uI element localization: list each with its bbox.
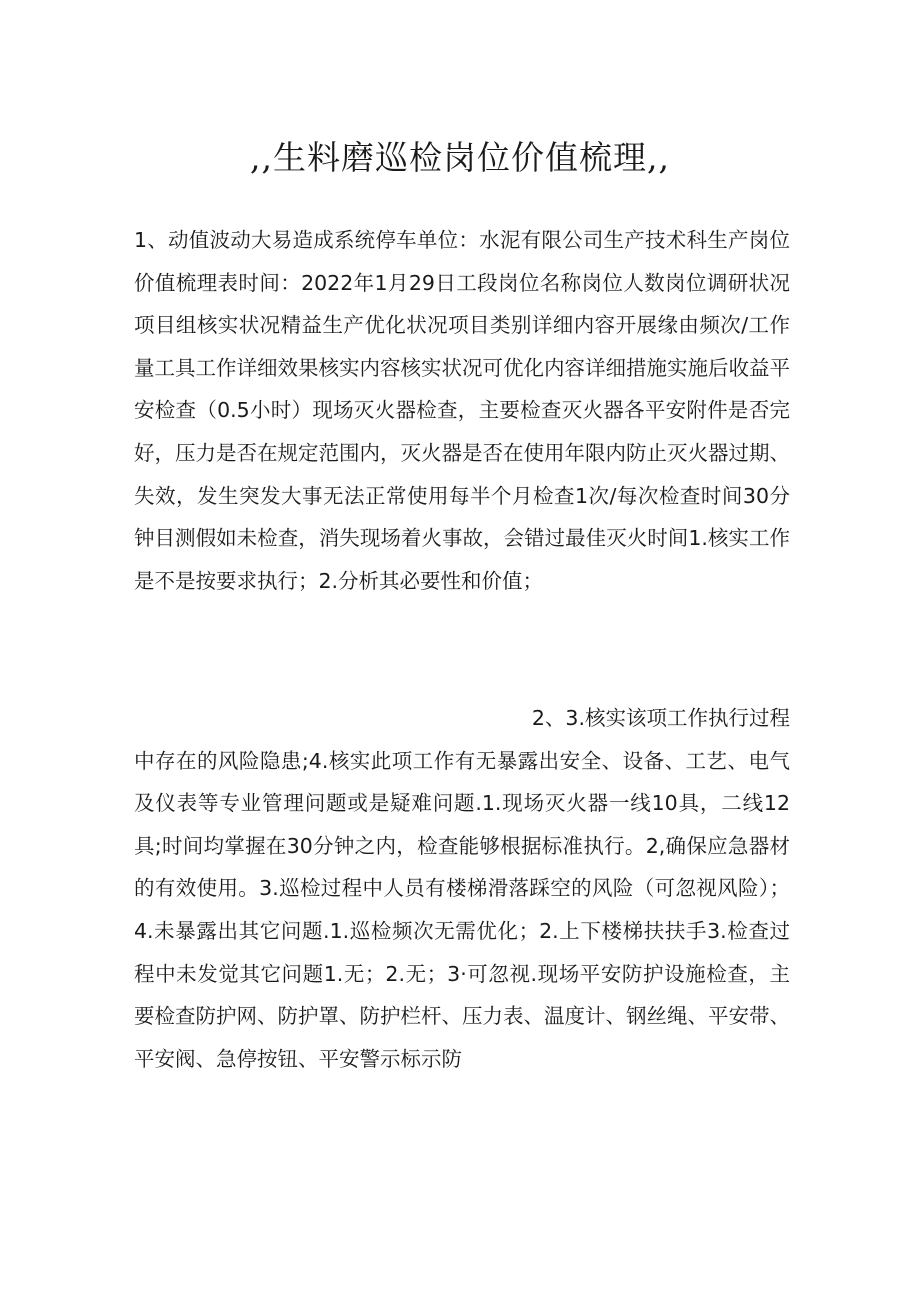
paragraph-2: [134, 697, 790, 1080]
document-title: ,,生料磨巡检岗位价值梳理,,: [250, 138, 670, 177]
paragraph-2-body: 中存在的风险隐患;4.核实此项工作有无暴露出安全、设备、工艺、电气及仪表等专业管理问题或是疑难问题.1.现场灭火器一线10具，二线12具;时间均掌握在30分钟之内，检查能够根据标准执行。2,确保应急器材的有效使用。3.巡检过程中人员有楼梯滑落踩空的风险（可忽视风险）；4.未暴露出其它问题.1.巡检频次无需优化；2.上下楼梯扶扶手3.检查过程中未发觉其它问题1.无；2.无；3·可忽视.现场平安防护设施检查，主要检查防护网、防护罩、防护栏杆、压力表、温度计、钢丝绳、平安带、平安阀、急停按钮、平安警示标示防: [134, 748, 790, 1071]
paragraph-2-head: 2、3.核实该项工作执行过程: [531, 706, 790, 730]
paragraph-1: 1、动值波动大易造成系统停车单位：水泥有限公司生产技术科生产岗位价值梳理表时间：2022年1月29日工段岗位名称岗位人数岗位调研状况项目组核实状况精益生产优化状况项目类别详细内容开展缘由频次/工作量工具工作详细效果核实内容核实状况可优化内容详细措施实施后收益平安检查（0.5小时）现场灭火器检查，主要检查灭火器各平安附件是否完好，压力是否在规定范围内，灭火器是否在使用年限内防止灭火器过期、失效，发生突发大事无法正常使用每半个月检查1次/每次检查时间30分钟目测假如未检查，消失现场着火事故，会错过最佳灭火时间1.核实工作是不是按要求执行；2.分析其必要性和价值；: [134, 228, 790, 593]
